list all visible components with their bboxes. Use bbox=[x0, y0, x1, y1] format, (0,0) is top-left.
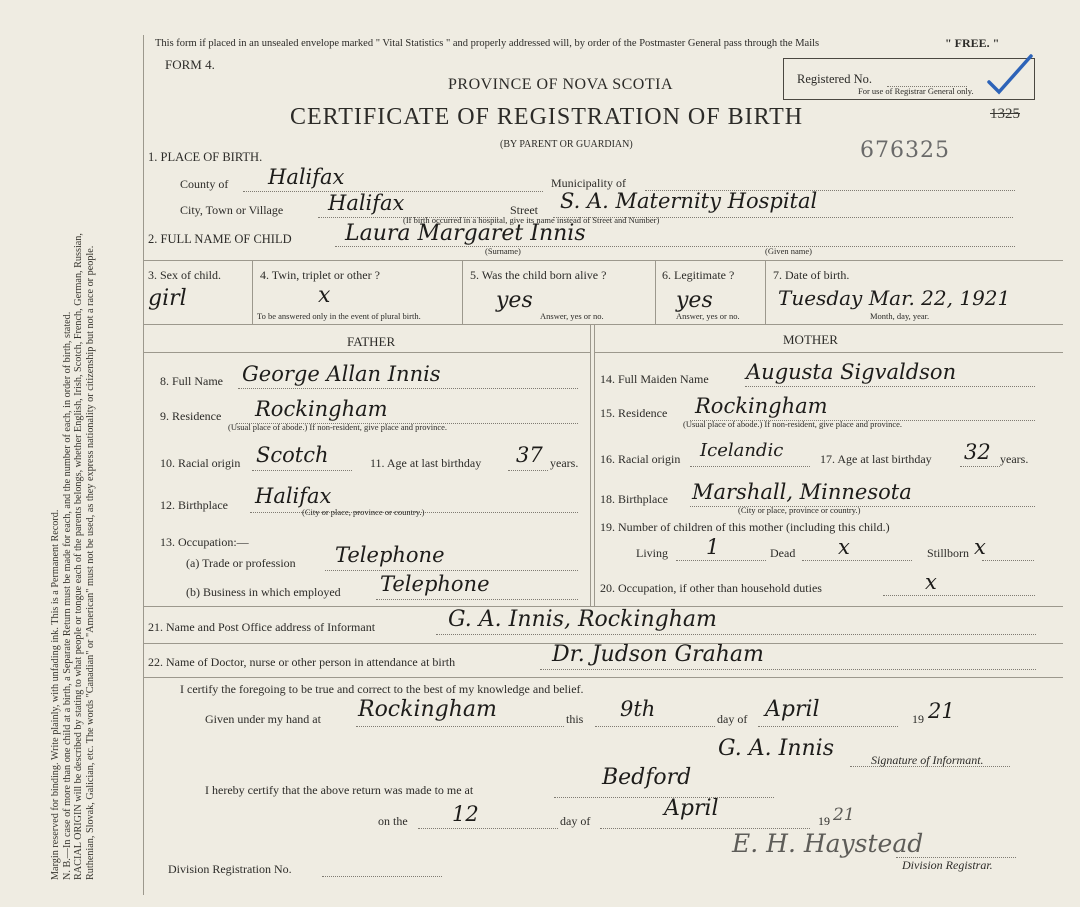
province-heading: PROVINCE OF NOVA SCOTIA bbox=[448, 76, 674, 93]
father-residence-note: (Usual place of abode.) If non-resident, give place and province. bbox=[228, 422, 448, 432]
given-year-value: 21 bbox=[928, 699, 955, 723]
father-racial-label: 10. Racial origin bbox=[160, 456, 241, 470]
living-label: Living bbox=[636, 546, 668, 560]
father-residence-label: 9. Residence bbox=[160, 409, 222, 423]
father-name-value: George Allan Innis bbox=[242, 362, 441, 386]
city-label: City, Town or Village bbox=[180, 203, 284, 217]
father-name-line bbox=[238, 388, 578, 389]
on-the-label: on the bbox=[378, 814, 408, 828]
dead-line bbox=[802, 560, 912, 561]
father-trade-value: Telephone bbox=[335, 543, 445, 567]
margin-note-line: Ruthenian, Slovak, Galician, etc. The words "Canadian" or "American" must not be used, as they express nationality or citizenship but not a race or people. bbox=[84, 245, 96, 880]
mother-occupation-value: x bbox=[925, 570, 937, 594]
city-value: Halifax bbox=[328, 191, 405, 215]
dead-value: x bbox=[838, 535, 850, 559]
mother-racial-line bbox=[690, 466, 810, 467]
given-month-line bbox=[758, 726, 898, 727]
sex-label: 3. Sex of child. bbox=[148, 268, 221, 282]
mother-age-line bbox=[960, 466, 1000, 467]
mother-children-label: 19. Number of children of this mother (including this child.) bbox=[600, 520, 890, 534]
municipality-label: Municipality of bbox=[551, 176, 626, 190]
father-business-value: Telephone bbox=[380, 572, 490, 596]
child-name-line bbox=[335, 246, 1015, 247]
child-name-label: 2. FULL NAME OF CHILD bbox=[148, 232, 292, 246]
sex-value: girl bbox=[148, 286, 187, 311]
child-name-value: Laura Margaret Innis bbox=[345, 221, 586, 246]
registrar-year-prefix: 19 bbox=[818, 814, 830, 828]
registrar-year-value: 21 bbox=[833, 805, 855, 825]
dead-label: Dead bbox=[770, 546, 796, 560]
mother-age-value: 32 bbox=[964, 440, 991, 464]
rule bbox=[594, 352, 1063, 353]
registrar-use-note: For use of Registrar General only. bbox=[858, 86, 974, 96]
checkmark-icon bbox=[985, 52, 1035, 97]
registrar-place-value: Bedford bbox=[602, 765, 692, 790]
stillborn-value: x bbox=[974, 535, 986, 559]
father-heading: FATHER bbox=[347, 334, 396, 349]
postal-notice: This form if placed in an unsealed envelope marked " Vital Statistics " and properly addressed will, by order of the Postmaster General pass through the Mails bbox=[155, 38, 820, 49]
stillborn-label: Stillborn bbox=[927, 546, 970, 560]
free-label: " FREE. " bbox=[945, 36, 1000, 50]
struck-number: 1325 bbox=[990, 106, 1020, 122]
mother-birthplace-label: 18. Birthplace bbox=[600, 492, 668, 506]
father-name-label: 8. Full Name bbox=[160, 374, 223, 388]
mother-residence-note: (Usual place of abode.) If non-resident, give place and province. bbox=[683, 419, 903, 429]
mother-age-label: 17. Age at last birthday bbox=[820, 452, 932, 466]
rule bbox=[590, 324, 591, 606]
mother-birthplace-note: (City or place, province or country.) bbox=[738, 505, 861, 515]
rule bbox=[143, 260, 1063, 261]
father-age-label: 11. Age at last birthday bbox=[370, 456, 482, 470]
year-prefix: 19 bbox=[912, 712, 924, 726]
father-business-line bbox=[376, 599, 578, 600]
place-of-birth-label: 1. PLACE OF BIRTH. bbox=[148, 150, 263, 164]
mother-years-label: years. bbox=[1000, 452, 1029, 466]
street-value: S. A. Maternity Hospital bbox=[560, 189, 818, 213]
registrar-certify-text: I hereby certify that the above return was made to me at bbox=[205, 783, 474, 797]
informant-label: 21. Name and Post Office address of Informant bbox=[148, 620, 376, 634]
certificate-title: CERTIFICATE OF REGISTRATION OF BIRTH bbox=[290, 104, 804, 130]
given-place-value: Rockingham bbox=[358, 697, 497, 722]
street-label: Street bbox=[510, 203, 538, 217]
certify-text: I certify the foregoing to be true and correct to the best of my knowledge and belief. bbox=[180, 682, 584, 696]
stillborn-line bbox=[982, 560, 1034, 561]
alive-label: 5. Was the child born alive ? bbox=[470, 268, 607, 282]
mother-occupation-label: 20. Occupation, if other than household duties bbox=[600, 581, 822, 595]
legitimate-label: 6. Legitimate ? bbox=[662, 268, 735, 282]
father-trade-line bbox=[325, 570, 578, 571]
father-racial-value: Scotch bbox=[256, 443, 329, 467]
alive-note: Answer, yes or no. bbox=[540, 311, 604, 321]
county-label: County of bbox=[180, 177, 229, 191]
registrar-day-line bbox=[418, 828, 558, 829]
informant-value: G. A. Innis, Rockingham bbox=[448, 607, 717, 632]
twin-label: 4. Twin, triplet or other ? bbox=[260, 268, 380, 282]
registered-no-label: Registered No. bbox=[797, 72, 872, 86]
margin-instructions bbox=[50, 30, 96, 880]
rule bbox=[252, 260, 253, 324]
date-of-birth-value: Tuesday Mar. 22, 1921 bbox=[778, 286, 1011, 310]
doctor-value: Dr. Judson Graham bbox=[552, 642, 764, 667]
margin-rule bbox=[143, 35, 144, 895]
father-birthplace-value: Halifax bbox=[255, 484, 332, 508]
mother-residence-value: Rockingham bbox=[695, 394, 828, 418]
day-of-label: day of bbox=[717, 712, 748, 726]
father-birthplace-label: 12. Birthplace bbox=[160, 498, 228, 512]
given-day-value: 9th bbox=[620, 697, 656, 721]
rule bbox=[143, 677, 1063, 678]
division-registrar-label: Division Registrar. bbox=[902, 858, 993, 872]
doctor-label: 22. Name of Doctor, nurse or other person in attendance at birth bbox=[148, 655, 456, 669]
rule bbox=[143, 352, 590, 353]
mother-birthplace-value: Marshall, Minnesota bbox=[692, 480, 912, 504]
father-age-value: 37 bbox=[516, 443, 543, 467]
father-age-line bbox=[508, 470, 548, 471]
date-of-birth-label: 7. Date of birth. bbox=[773, 268, 850, 282]
mother-residence-label: 15. Residence bbox=[600, 406, 668, 420]
father-years-label: years. bbox=[550, 456, 579, 470]
rule bbox=[765, 260, 766, 324]
father-residence-value: Rockingham bbox=[255, 397, 388, 421]
informant-signature: G. A. Innis bbox=[718, 736, 835, 761]
mother-name-value: Augusta Sigvaldson bbox=[746, 360, 957, 384]
father-birthplace-note: (City or place, province or country.) bbox=[302, 507, 425, 517]
mother-occupation-line bbox=[883, 595, 1035, 596]
margin-note-line: Margin reserved for binding. Write plainly, with unfading ink. This is a Permanent Record. bbox=[50, 509, 61, 880]
registrar-day-value: 12 bbox=[452, 802, 479, 826]
stamped-number: 676325 bbox=[860, 138, 950, 163]
alive-value: yes bbox=[496, 288, 533, 313]
margin-note-line: RACIAL ORIGIN will be described by stating to what people or tongue each of the parents belongs, whether English, Irish, Scotch, French, German, Russian, bbox=[73, 233, 85, 880]
mother-heading: MOTHER bbox=[783, 332, 838, 347]
mother-name-label: 14. Full Maiden Name bbox=[600, 372, 709, 386]
father-racial-line bbox=[252, 470, 352, 471]
street-note: (If birth occurred in a hospital, give its name instead of Street and Number) bbox=[403, 215, 660, 225]
father-business-label: (b) Business in which employed bbox=[186, 585, 341, 599]
rule bbox=[462, 260, 463, 324]
living-value: 1 bbox=[706, 535, 720, 559]
twin-note: To be answered only in the event of plural birth. bbox=[257, 311, 421, 321]
given-month-value: April bbox=[765, 697, 820, 722]
division-registration-label: Division Registration No. bbox=[168, 862, 292, 876]
legitimate-value: yes bbox=[676, 288, 713, 313]
living-line bbox=[676, 560, 766, 561]
mother-racial-label: 16. Racial origin bbox=[600, 452, 681, 466]
date-of-birth-note: Month, day, year. bbox=[870, 311, 930, 321]
given-day-line bbox=[595, 726, 715, 727]
given-under-label: Given under my hand at bbox=[205, 712, 321, 726]
twin-value: x bbox=[318, 283, 331, 308]
informant-signature-label: Signature of Informant. bbox=[871, 753, 984, 767]
given-name-note: (Given name) bbox=[765, 246, 812, 256]
father-trade-label: (a) Trade or profession bbox=[186, 556, 296, 570]
county-value: Halifax bbox=[268, 165, 345, 189]
doctor-line bbox=[540, 669, 1036, 670]
mother-racial-value: Icelandic bbox=[700, 440, 784, 461]
mother-name-line bbox=[745, 386, 1035, 387]
given-place-line bbox=[356, 726, 564, 727]
this-label: this bbox=[566, 712, 584, 726]
registrar-day-of-label: day of bbox=[560, 814, 591, 828]
legitimate-note: Answer, yes or no. bbox=[676, 311, 740, 321]
surname-note: (Surname) bbox=[485, 246, 521, 256]
rule bbox=[594, 324, 595, 606]
father-occupation-label: 13. Occupation:— bbox=[160, 535, 249, 549]
registrar-month-value: April bbox=[664, 796, 719, 821]
informant-line bbox=[436, 634, 1036, 635]
division-registration-line bbox=[322, 876, 442, 877]
rule bbox=[143, 324, 1063, 325]
rule bbox=[655, 260, 656, 324]
margin-note-line: N. B.—In case of more than one child at a birth, a Separate Return must be made for each, and the number of each, in order of birth, stated. bbox=[61, 311, 73, 880]
form-number: FORM 4. bbox=[165, 57, 215, 72]
certificate-subtitle: (BY PARENT OR GUARDIAN) bbox=[500, 139, 633, 150]
registrar-signature: E. H. Haystead bbox=[732, 829, 924, 858]
